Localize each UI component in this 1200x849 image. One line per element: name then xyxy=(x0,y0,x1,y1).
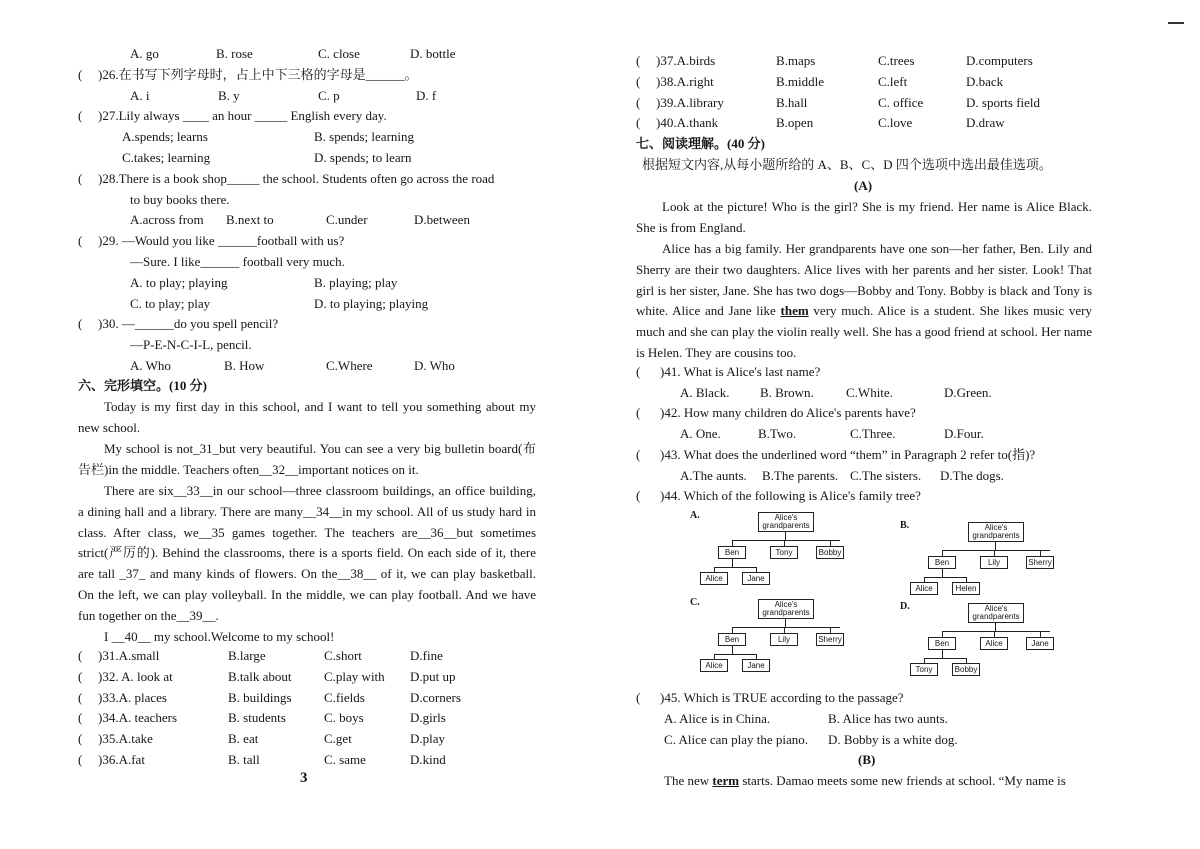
passage-a-p2-part-2: very much. Alice is a student. She likes music very much and she can play the violin really well. She has a good friend at school. Her name is Helen. They are cousins too. xyxy=(636,303,1092,360)
q43-option-c: C.The sisters. xyxy=(850,468,922,483)
passage-a-paragraph-1: Look at the picture! Who is the girl? She is my friend. Her name is Alice Black. She is from England. xyxy=(636,199,1092,235)
passage-b-label: (B) xyxy=(858,752,876,767)
q41-option-d: D.Green. xyxy=(944,385,992,400)
q26-option-d: D. f xyxy=(416,88,437,103)
q41-option-a: A. Black. xyxy=(680,385,730,400)
tree-edge xyxy=(732,646,733,654)
tree-edge xyxy=(942,631,1050,632)
family-tree-label: B. xyxy=(900,520,910,531)
q43-option-d: D.The dogs. xyxy=(940,468,1004,483)
cloze-option: B.hall xyxy=(776,94,808,110)
cloze-option: D.put up xyxy=(410,668,456,684)
q28-option-b: B.next to xyxy=(226,212,274,227)
cloze-question-paren: ( xyxy=(78,689,83,705)
q30-stem: )30. —______do you spell pencil? xyxy=(98,316,279,331)
cloze-paragraph-2: My school is not_31_but very beautiful. You can see a very big bulletin board(布告栏)in the middle. Teachers often__32__important notices on it. xyxy=(78,441,536,477)
cloze-option: C.left xyxy=(878,73,908,89)
tree-edge xyxy=(785,619,786,627)
family-tree[interactable] xyxy=(690,597,870,677)
cloze-option: D. sports field xyxy=(966,94,1041,110)
q27-paren: ( xyxy=(78,108,83,123)
q27-option-c: C.takes; learning xyxy=(122,150,211,165)
cloze-option: B. tall xyxy=(228,752,260,767)
q30-option-c: C.Where xyxy=(326,358,373,373)
cloze-option: D.back xyxy=(966,73,1004,89)
family-tree-child: Alice xyxy=(980,637,1008,650)
family-tree[interactable] xyxy=(900,520,1080,600)
cloze-question-number: )37.A.birds xyxy=(656,53,716,68)
cloze-paragraph-3: There are six__33__in our school—three classroom buildings, an office building, a dining hall and a library. There are many__34__in my school. All of us study hard in class. After class, we__35 games together. The teachers are__36__but sometimes strict(严厉的). Behind the classrooms, there is a sports field. On each side of it, there are tall _37_ and many kinds of flowers. On the__38__ of it, we can play basketball. On the left, we can play volleyball. In the middle, we can play football. And we have fun together on the__39__. xyxy=(78,483,536,623)
cloze-option: C.get xyxy=(324,731,352,747)
section6-title: 六、完形填空。(10 分) xyxy=(78,378,207,393)
q42-option-d: D.Four. xyxy=(944,426,984,441)
family-tree-grandchild: Jane xyxy=(742,572,770,585)
cloze-option: C.short xyxy=(324,648,362,663)
q45-option-c: C. Alice can play the piano. xyxy=(664,732,809,747)
cloze-option: B.large xyxy=(228,648,266,663)
cloze-question-paren: ( xyxy=(78,648,83,663)
cloze-option: C.fields xyxy=(324,689,365,705)
q29-option-b: B. playing; play xyxy=(314,275,398,290)
tree-edge xyxy=(995,542,996,550)
q43-option-b: B.The parents. xyxy=(762,468,839,483)
q43-option-a: A.The aunts. xyxy=(680,468,747,483)
cloze-question-paren: ( xyxy=(78,731,83,747)
cloze-option: D.draw xyxy=(966,115,1005,131)
tree-edge xyxy=(924,577,966,578)
cloze-question-number: )40.A.thank xyxy=(656,115,719,131)
cloze-question-number: )39.A.library xyxy=(656,94,724,110)
cloze-option: D.girls xyxy=(410,710,446,726)
family-tree-label: D. xyxy=(900,601,910,612)
cloze-option: B.maps xyxy=(776,53,816,68)
cloze-question-number: )36.A.fat xyxy=(98,752,145,767)
right-page xyxy=(600,0,1200,849)
section7-instruction: 根据短文内容,从每小题所给的 A、B、C、D 四个选项中选出最佳选项。 xyxy=(642,157,1052,172)
q45-option-b: B. Alice has two aunts. xyxy=(828,711,948,726)
cloze-question-paren: ( xyxy=(78,710,83,726)
cloze-option: C. boys xyxy=(324,710,364,726)
tree-edge xyxy=(995,623,996,631)
cloze-option: D.play xyxy=(410,731,446,747)
family-tree-child: Sherry xyxy=(816,633,844,646)
q27-option-a: A.spends; learns xyxy=(122,129,208,144)
cloze-option: D.fine xyxy=(410,648,443,663)
cloze-question-paren: ( xyxy=(636,94,641,110)
cloze-question-number: )35.A.take xyxy=(98,731,153,747)
family-tree-child: Lily xyxy=(770,633,798,646)
q28-paren: ( xyxy=(78,171,83,186)
q42-option-c: C.Three. xyxy=(850,426,896,441)
family-tree-grandchild: Helen xyxy=(952,582,980,595)
q41-option-c: C.White. xyxy=(846,385,893,400)
family-tree-child: Ben xyxy=(718,546,746,559)
family-tree-child: Ben xyxy=(928,637,956,650)
cloze-option: B. eat xyxy=(228,731,259,747)
cloze-option: D.corners xyxy=(410,689,461,705)
cloze-option: C.trees xyxy=(878,53,915,68)
q28-option-a: A.across from xyxy=(130,212,204,227)
q30-option-b: B. How xyxy=(224,358,265,373)
q41-option-b: B. Brown. xyxy=(760,385,814,400)
family-tree-grandchild: Jane xyxy=(742,659,770,672)
q30-option-d: D. Who xyxy=(414,358,455,373)
family-tree-label: A. xyxy=(690,510,700,521)
cloze-option: D.kind xyxy=(410,752,446,767)
tree-edge xyxy=(732,540,840,541)
q27-stem: )27.Lily always ____ an hour _____ English every day. xyxy=(98,108,387,123)
q44-paren: ( xyxy=(636,488,641,503)
cloze-option: C. same xyxy=(324,752,366,767)
q26-option-a: A. i xyxy=(130,88,150,103)
q26-stem: )26.在书写下列字母时，占上中下三格的字母是______。 xyxy=(98,67,418,82)
tree-edge xyxy=(732,559,733,567)
tree-edge xyxy=(785,532,786,540)
family-tree-root: Alice's grandparents xyxy=(968,603,1024,623)
tree-edge xyxy=(942,550,1050,551)
q45-stem: )45. Which is TRUE according to the passage? xyxy=(660,690,904,705)
tree-edge xyxy=(714,654,756,655)
tree-edge xyxy=(732,627,840,628)
tree-edge xyxy=(924,658,966,659)
cloze-option: B.open xyxy=(776,115,814,131)
q29-option-c: C. to play; play xyxy=(130,296,211,311)
cloze-question-number: )38.A.right xyxy=(656,73,714,89)
family-tree-grandchild: Alice xyxy=(910,582,938,595)
underlined-word-them: them xyxy=(780,303,809,319)
q28-option-d: D.between xyxy=(414,212,470,227)
q26-option-c: C. p xyxy=(318,88,340,103)
q42-option-b: B.Two. xyxy=(758,426,797,441)
q41-stem: )41. What is Alice's last name? xyxy=(660,364,821,379)
cloze-question-number: )31.A.small xyxy=(98,648,160,663)
passage-a-p2-part-1: Alice has a big family. Her grandparents have one son—her father, Ben. Lily and Sherry are their two daughters. Alice lives with her parents and her sister. Look! That girl is her sister, Jane. She has two dogs—Bobby and Tony. Bobby is black and Tony is white. Alice and Jane like xyxy=(636,241,1092,319)
cloze-question-paren: ( xyxy=(636,115,641,131)
cloze-option: B. students xyxy=(228,710,286,726)
passage-b-start xyxy=(664,773,1066,789)
cloze-question-paren: ( xyxy=(636,73,641,89)
q30-option-a: A. Who xyxy=(130,358,171,373)
family-tree-grandchild: Bobby xyxy=(952,663,980,676)
q28-stem-2: to buy books there. xyxy=(130,192,230,207)
q42-paren: ( xyxy=(636,405,641,420)
q25-option-a: A. go xyxy=(130,46,159,61)
q29-stem-2: —Sure. I like______ football very much. xyxy=(130,254,345,269)
cloze-question-number: )34.A. teachers xyxy=(98,710,178,726)
cloze-question-paren: ( xyxy=(78,668,83,684)
cloze-paragraph-1: Today is my first day in this school, and I want to tell you something about my new school. xyxy=(78,399,536,435)
cloze-option: C.play with xyxy=(324,668,385,684)
q42-option-a: A. One. xyxy=(680,426,721,441)
cloze-question-paren: ( xyxy=(636,53,641,68)
q30-stem-2: —P-E-N-C-I-L, pencil. xyxy=(130,337,252,352)
cloze-option: B.middle xyxy=(776,73,825,89)
family-tree-child: Ben xyxy=(718,633,746,646)
q43-paren: ( xyxy=(636,447,641,462)
cloze-question-paren: ( xyxy=(78,752,83,767)
family-tree-grandchild: Alice xyxy=(700,572,728,585)
family-tree-child: Ben xyxy=(928,556,956,569)
family-tree-child: Sherry xyxy=(1026,556,1054,569)
q43-stem: )43. What does the underlined word “them” in Paragraph 2 refer to(指)? xyxy=(660,447,1036,462)
q27-option-d: D. spends; to learn xyxy=(314,150,412,165)
cloze-option: B. buildings xyxy=(228,689,292,705)
q45-option-a: A. Alice is in China. xyxy=(664,711,771,726)
family-tree-label: C. xyxy=(690,597,700,608)
tree-edge xyxy=(942,569,943,577)
family-tree-grandchild: Alice xyxy=(700,659,728,672)
q44-stem: )44. Which of the following is Alice's family tree? xyxy=(660,488,921,503)
cloze-option: B.talk about xyxy=(228,668,292,684)
family-tree-child: Bobby xyxy=(816,546,844,559)
q25-option-b: B. rose xyxy=(216,46,253,61)
family-tree-root: Alice's grandparents xyxy=(758,512,814,532)
q28-stem: )28.There is a book shop_____ the school. Students often go across the road xyxy=(98,171,495,186)
q29-paren: ( xyxy=(78,233,83,248)
cloze-paragraph-4: I __40__ my school.Welcome to my school! xyxy=(104,629,335,644)
passage-a-label: (A) xyxy=(854,178,873,193)
q41-paren: ( xyxy=(636,364,641,379)
tree-edge xyxy=(942,650,943,658)
q29-option-d: D. to playing; playing xyxy=(314,296,429,311)
q29-stem: )29. —Would you like ______football with us? xyxy=(98,233,345,248)
q29-option-a: A. to play; playing xyxy=(130,275,228,290)
family-tree-child: Jane xyxy=(1026,637,1054,650)
q27-option-b: B. spends; learning xyxy=(314,129,415,144)
family-tree[interactable] xyxy=(690,510,870,590)
q26-paren: ( xyxy=(78,67,83,82)
q45-paren: ( xyxy=(636,690,641,705)
family-tree-grandchild: Tony xyxy=(910,663,938,676)
family-tree-child: Lily xyxy=(980,556,1008,569)
passage-b-text-1: The new xyxy=(664,773,710,788)
cloze-option: C.love xyxy=(878,115,913,131)
family-tree-root: Alice's grandparents xyxy=(758,599,814,619)
underlined-word-term: term xyxy=(712,773,740,788)
tree-edge xyxy=(714,567,756,568)
passage-b-text-2: starts. Damao meets some new friends at school. “My name is xyxy=(742,773,1066,788)
family-tree-child: Tony xyxy=(770,546,798,559)
q28-option-c: C.under xyxy=(326,212,368,227)
family-tree-root: Alice's grandparents xyxy=(968,522,1024,542)
passage-a-paragraph-2 xyxy=(636,239,1092,364)
q26-option-b: B. y xyxy=(218,88,240,103)
cloze-option: D.computers xyxy=(966,53,1033,68)
cloze-question-number: )33.A. places xyxy=(98,689,167,705)
cloze-option: C. office xyxy=(878,94,924,110)
family-tree[interactable] xyxy=(900,601,1080,681)
q30-paren: ( xyxy=(78,316,83,331)
cloze-question-number: )32. A. look at xyxy=(98,668,173,684)
q25-option-c: C. close xyxy=(318,46,360,61)
q45-option-d: D. Bobby is a white dog. xyxy=(828,732,958,747)
section7-title: 七、阅读理解。(40 分) xyxy=(636,136,765,151)
page-number: 3 xyxy=(300,770,308,786)
q25-option-d: D. bottle xyxy=(410,46,456,61)
q42-stem: )42. How many children do Alice's parents have? xyxy=(660,405,916,420)
